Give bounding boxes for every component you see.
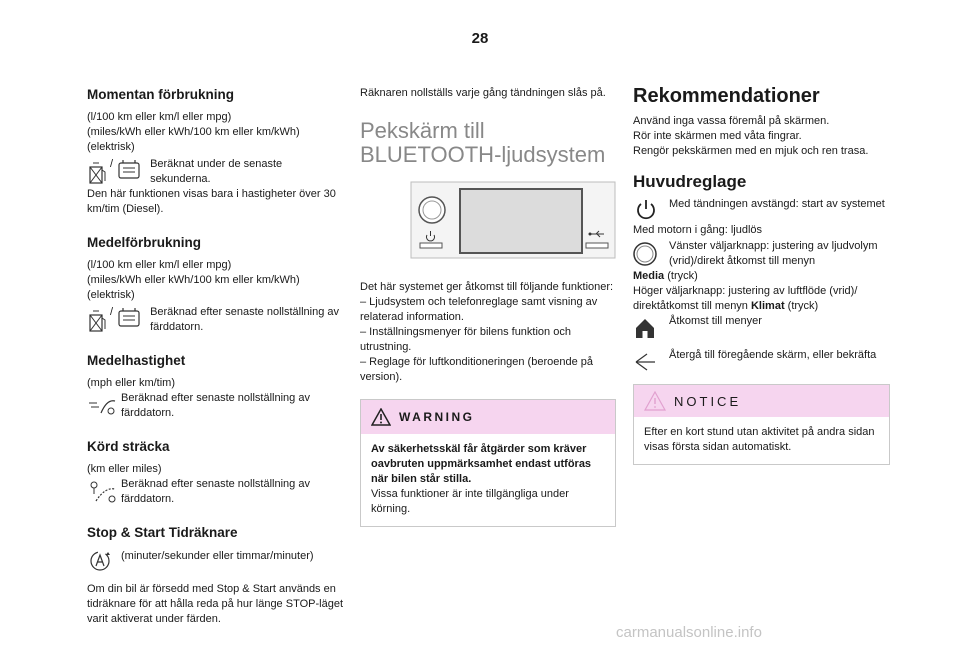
units-instant-consumption: (l/100 km eller km/l eller mpg) (miles/kWh eller kWh/100 km eller km/kWh) (elektrisk) — [87, 111, 300, 153]
klimat-rest: (tryck) — [784, 300, 819, 312]
notice-triangle-icon — [644, 391, 666, 411]
media-bold: Media — [633, 270, 665, 282]
stop-start-row — [87, 546, 345, 576]
column-controls — [633, 80, 890, 465]
warning-label: WARNING — [399, 410, 475, 424]
units-avg-speed: (mph eller km/tim) — [87, 377, 176, 389]
touchscreen-illustration — [410, 181, 616, 259]
avg-speed-desc: Beräknad efter senaste nollställning av färddatorn. — [121, 392, 310, 419]
left-knob-desc: Vänster väljarknapp: justering av ljudvolym (vrid)/direkt åtkomst till menyn — [669, 240, 878, 267]
avg-consumption-desc: Beräknad efter senaste nollställning av färddatorn. — [150, 306, 340, 333]
section-title-avg-consumption: Medelförbrukning — [87, 235, 201, 250]
knob-row — [633, 239, 890, 269]
avg-speed-row — [87, 391, 345, 421]
instant-consumption-desc: Beräknat under de senaste sekunderna. — [150, 158, 283, 185]
stop-start-note: Om din bil är försedd med Stop & Start används en tidräknare för att hålla reda på hur länge STOP-läget varit aktiverat under färden. — [87, 583, 344, 625]
warning-text: Vissa funktioner är inte tillgängliga under körning. — [371, 488, 569, 515]
media-line — [633, 269, 890, 284]
warning-triangle-icon — [371, 408, 391, 426]
home-icon — [633, 314, 659, 342]
section-title-recommendations: Rekommendationer — [633, 85, 820, 107]
page-number: 28 — [471, 30, 489, 47]
units-avg-consumption: (l/100 km eller km/l eller mpg) (miles/kWh eller kWh/100 km eller km/kWh) (elektrisk) — [87, 259, 300, 301]
instant-consumption-row — [87, 157, 345, 187]
warning-bold-text: Av säkerhetsskäl får åtgärder som kräver oavbruten uppmärksamhet endast utföras när bilen står stilla. — [371, 443, 592, 485]
back-row — [633, 346, 890, 374]
functions-item-2: – Inställningsmenyer för bilens funktion och utrustning. — [360, 326, 571, 353]
watermark: carmanualsonline.info — [616, 624, 762, 641]
notice-label: NOTICE — [674, 393, 742, 409]
rec-line-3: Rengör pekskärmen med en mjuk och ren trasa. — [633, 145, 869, 157]
section-title-touchscreen: Pekskärm till BLUETOOTH-ljudsystem — [360, 118, 606, 167]
notice-header — [634, 385, 889, 417]
power-icon — [633, 197, 659, 223]
section-title-stop-start-timer: Stop & Start Tidräknare — [87, 525, 238, 540]
functions-item-3: – Reglage för luftkonditioneringen (beroende på version). — [360, 356, 593, 383]
warning-body — [361, 434, 615, 526]
column-trip-computer — [87, 80, 345, 627]
fuel-pump-icon — [87, 157, 107, 187]
klimat-bold: Klimat — [750, 300, 785, 312]
right-knob-text: Höger väljarknapp: justering av luftflöde (vrid)/ direktåtkomst till menyn — [633, 285, 858, 312]
warning-box — [360, 399, 616, 527]
reset-note: Räknaren nollställs varje gång tändningen slås på. — [360, 87, 606, 99]
slash-separator: / — [110, 158, 114, 170]
home-desc: Åtkomst till menyer — [669, 315, 762, 327]
functions-item-1: – Ljudsystem och telefonreglage samt visning av relaterad information. — [360, 296, 598, 323]
slash-separator: / — [110, 306, 114, 318]
instant-consumption-note: Den här funktionen visas bara i hastigheter över 30 km/tim (Diesel). — [87, 188, 336, 215]
notice-box — [633, 384, 890, 465]
distance-desc: Beräknad efter senaste nollställning av färddatorn. — [121, 478, 310, 505]
warning-header — [361, 400, 615, 434]
speed-flag-icon — [87, 391, 119, 417]
power-row — [633, 197, 890, 223]
power-desc: Med tändningen avstängd: start av systemet — [669, 198, 885, 210]
mute-desc: Med motorn i gång: ljudlös — [633, 224, 763, 236]
section-title-avg-speed: Medelhastighet — [87, 353, 186, 368]
rec-line-1: Använd inga vassa föremål på skärmen. — [633, 115, 830, 127]
section-title-instant-consumption: Momentan förbrukning — [87, 87, 234, 102]
avg-consumption-row — [87, 305, 345, 335]
units-distance: (km eller miles) — [87, 463, 162, 475]
column-touchscreen — [360, 80, 616, 527]
fuel-pump-icon — [87, 305, 107, 335]
media-rest: (tryck) — [664, 270, 698, 282]
notice-body — [634, 417, 889, 464]
home-row — [633, 314, 890, 342]
distance-row — [87, 477, 345, 507]
rotary-knob-icon — [633, 239, 659, 269]
battery-plug-icon — [116, 305, 142, 331]
functions-intro: Det här systemet ger åtkomst till följande funktioner: — [360, 281, 614, 293]
stop-start-units: (minuter/sekunder eller timmar/minuter) — [121, 550, 314, 562]
rec-line-2: Rör inte skärmen med våta fingrar. — [633, 130, 802, 142]
section-title-distance: Körd sträcka — [87, 439, 170, 454]
back-arrow-icon — [633, 346, 659, 374]
right-knob-desc — [633, 284, 890, 314]
section-title-main-controls: Huvudreglage — [633, 172, 747, 191]
back-desc: Återgå till föregående skärm, eller bekräfta — [669, 349, 877, 361]
battery-plug-icon — [116, 157, 142, 183]
notice-text: Efter en kort stund utan aktivitet på andra sidan visas första sidan automatiskt. — [644, 426, 875, 453]
stop-start-icon — [87, 546, 117, 576]
distance-pin-icon — [87, 477, 119, 507]
